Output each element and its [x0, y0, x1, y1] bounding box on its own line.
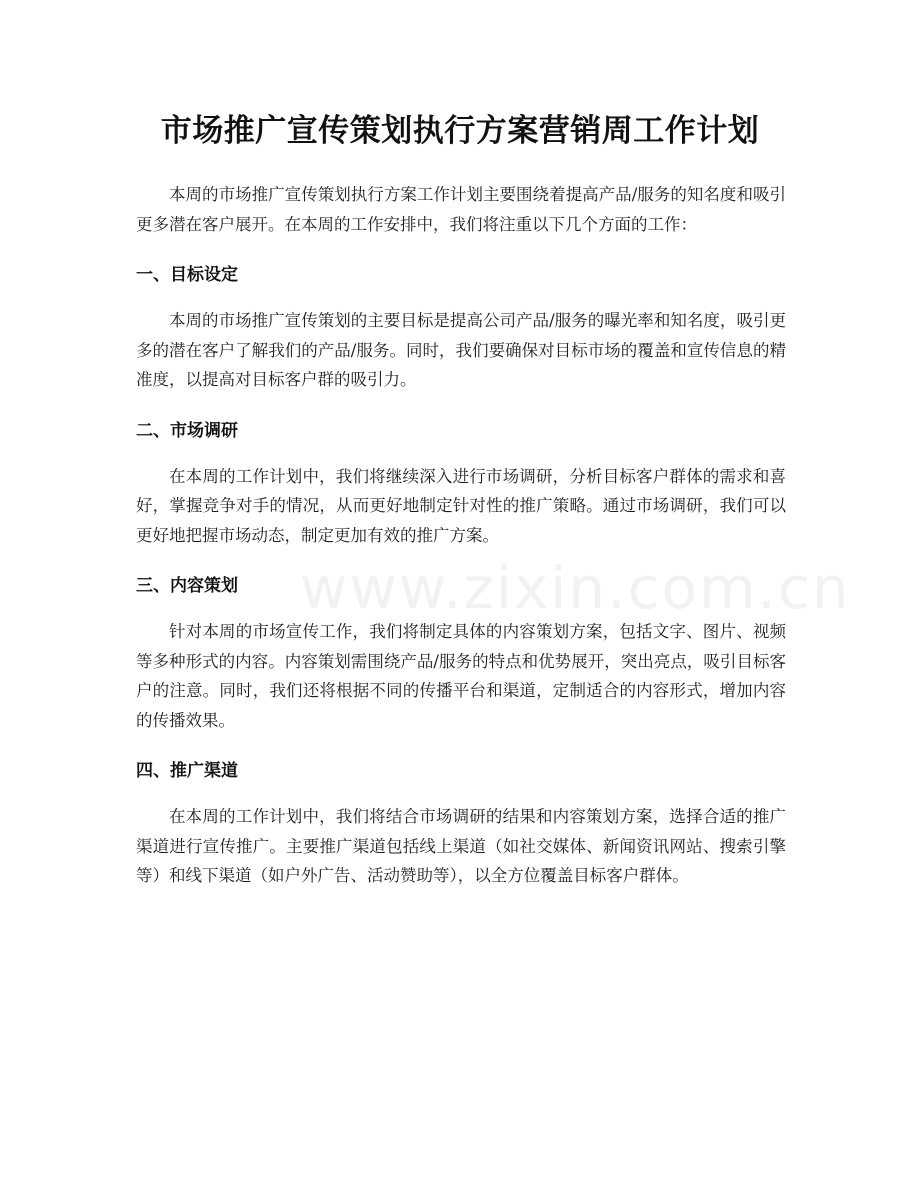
section-body-content: 针对本周的市场宣传工作，我们将制定具体的内容策划方案，包括文字、图片、视频等多种形式的内容。内容策划需围绕产品/服务的特点和优势展开，突出亮点，吸引目标客户的注意。同时，我们还将根据不同的传播平台和渠道，定制适合的内容形式，增加内容的传播效果。: [136, 622, 786, 730]
section-body-research: 在本周的工作计划中，我们将继续深入进行市场调研，分析目标客户群体的需求和喜好，掌握竞争对手的情况，从而更好地制定针对性的推广策略。通过市场调研，我们可以更好地把握市场动态，制定更加有效的推广方案。: [136, 466, 786, 545]
section-heading-goals: 一、目标设定: [136, 265, 238, 285]
section-heading-channels: 四、推广渠道: [136, 761, 238, 781]
section-heading-research: 二、市场调研: [136, 420, 238, 441]
section-heading-content: 三、内容策划: [136, 576, 238, 596]
section-body-goals: 本周的市场推广宣传策划的主要目标是提高公司产品/服务的曝光率和知名度，吸引更多的潜在客户了解我们的产品/服务。同时，我们要确保对目标市场的覆盖和宣传信息的精准度，以提高对目标客户群的吸引力。: [136, 311, 786, 389]
watermark: www.zixin.com.cn: [300, 554, 851, 622]
intro-paragraph: 本周的市场推广宣传策划执行方案工作计划主要围绕着提高产品/服务的知名度和吸引更多潜在客户展开。在本周的工作安排中，我们将注重以下几个方面的工作：: [136, 185, 786, 234]
document-title: 市场推广宣传策划执行方案营销周工作计划: [160, 113, 760, 149]
section-body-channels: 在本周的工作计划中，我们将结合市场调研的结果和内容策划方案，选择合适的推广渠道进行宣传推广。主要推广渠道包括线上渠道（如社交媒体、新闻资讯网站、搜索引擎等）和线下渠道（如户外广告、活动赞助等），以全方位覆盖目标客户群体。: [136, 807, 786, 885]
document-body: [136, 180, 851, 891]
